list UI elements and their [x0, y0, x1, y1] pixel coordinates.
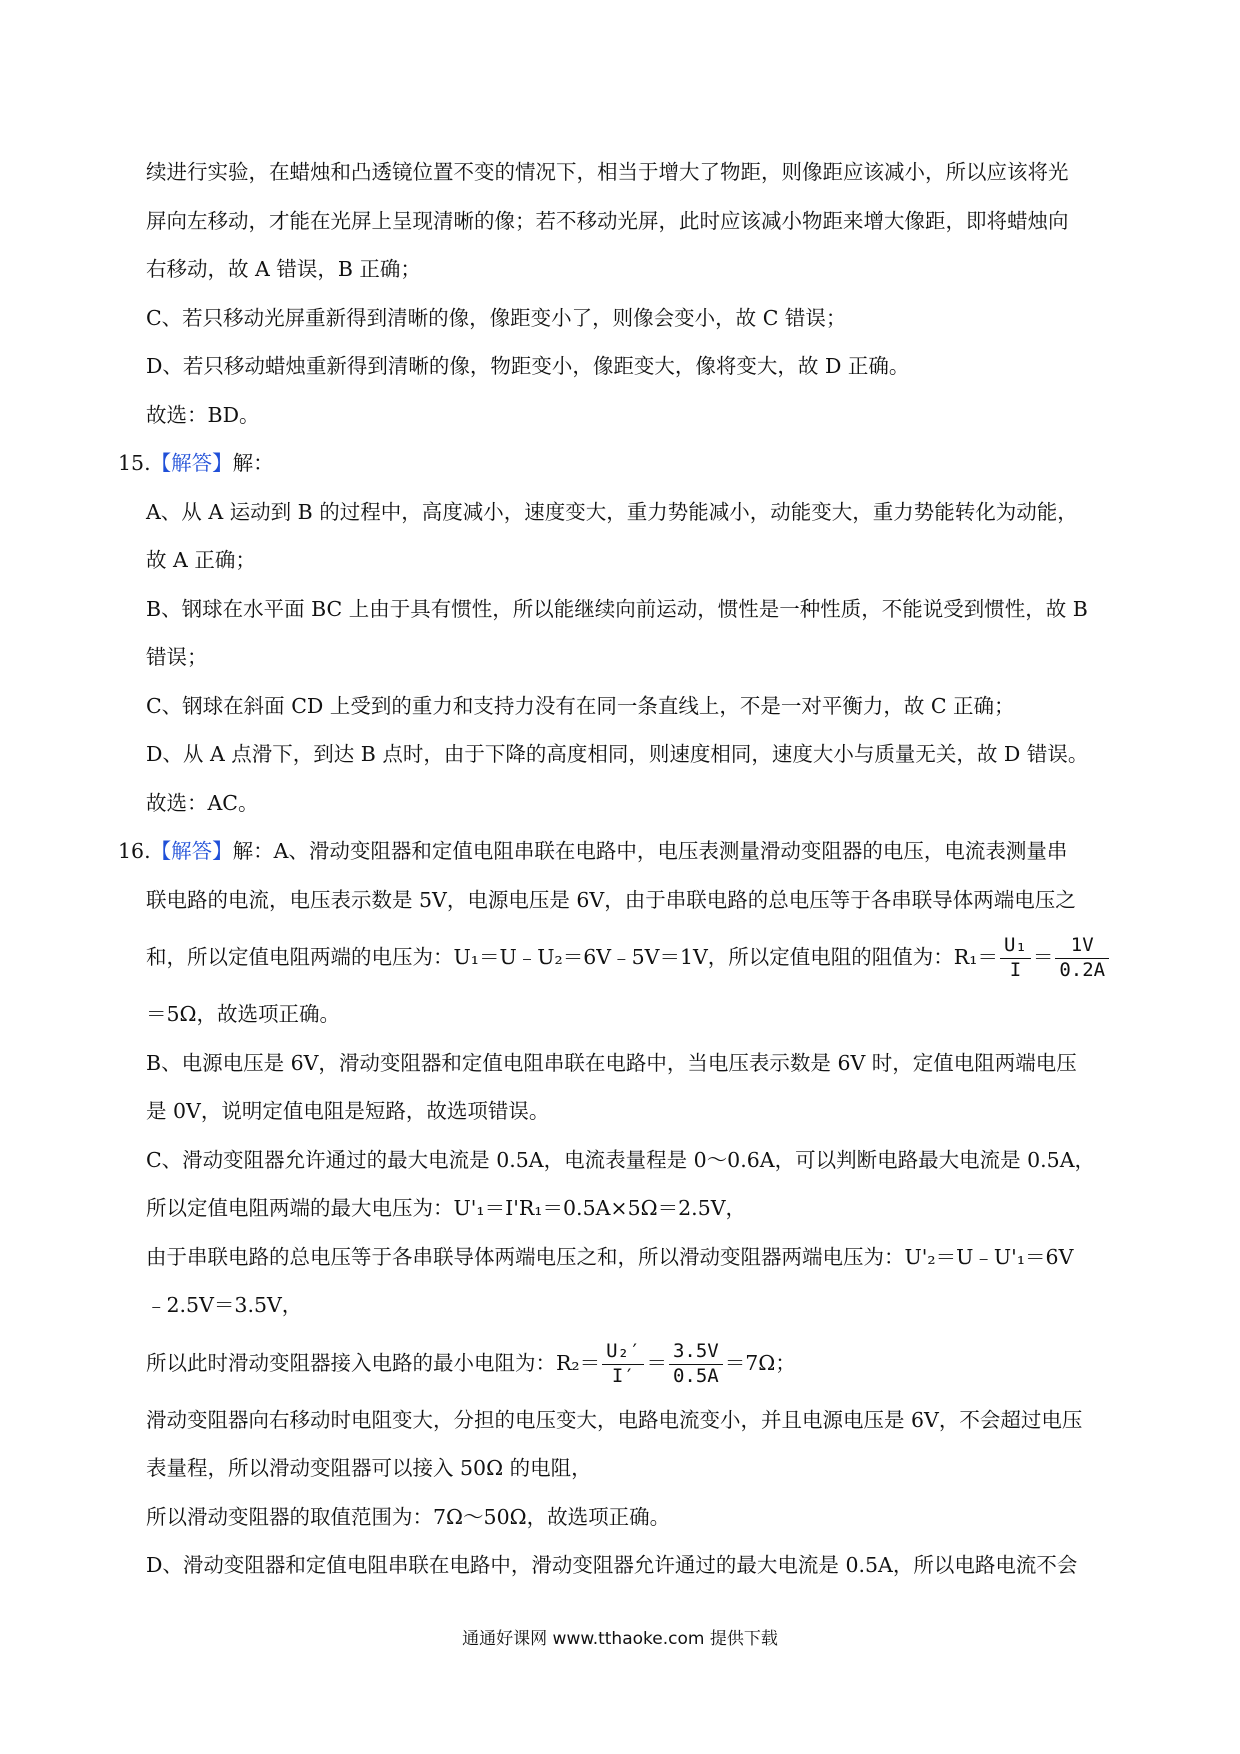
paragraph-line: 由于串联电路的总电压等于各串联导体两端电压之和，所以滑动变阻器两端电压为：U'₂＝U﹣U'₁＝6V [146, 1244, 1074, 1269]
paragraph-line: ﹣2.5V＝3.5V， [146, 1293, 303, 1317]
fraction-denominator: I′ [611, 1364, 635, 1387]
question-15-heading [118, 439, 1130, 488]
paragraph-line: 滑动变阻器向右移动时电阻变大，分担的电压变大，电路电流变小，并且电源电压是 6V，不会超过电压 [146, 1407, 1083, 1432]
question-16-heading [118, 827, 1130, 876]
question-number: 15. [118, 451, 151, 475]
fraction-1v-over-02a [1055, 935, 1109, 982]
fraction-numerator: 1V [1055, 935, 1109, 959]
option-a-line: 解：A、滑动变阻器和定值电阻串联在电路中，电压表测量滑动变阻器的电压，电流表测量串 [232, 839, 1068, 863]
answer-selection: 故选：BD。 [146, 402, 260, 427]
option-c-line: C、钢球在斜面 CD 上受到的重力和支持力没有在同一条直线上，不是一对平衡力，故 C 正确； [146, 693, 1015, 718]
answer-tag: 【解答】 [150, 839, 233, 863]
fraction-denominator: 0.2A [1059, 959, 1106, 981]
fraction-u2-over-i [602, 1341, 644, 1388]
answer-body [118, 148, 1130, 1590]
answer-selection: 故选：AC。 [146, 790, 259, 815]
option-b-line: B、钢球在水平面 BC 上由于具有惯性，所以能继续向前运动，惯性是一种性质，不能说受到惯性，故 B [146, 596, 1088, 621]
option-d-line: D、从 A 点滑下，到达 B 点时，由于下降的高度相同，则速度相同，速度大小与质量无关，故 D 错误。 [146, 742, 1089, 766]
option-b-line: B、电源电压是 6V，滑动变阻器和定值电阻串联在电路中，当电压表示数是 6V 时，定值电阻两端电压 [146, 1050, 1077, 1075]
fraction-numerator: U₁ [1000, 935, 1031, 959]
formula-line [140, 1330, 1130, 1396]
question-number: 16. [118, 839, 151, 863]
option-c-line: C、滑动变阻器允许通过的最大电流是 0.5A，电流表量程是 0～0.6A，可以判断电路最大电流是 0.5A， [146, 1147, 1095, 1172]
paragraph-line: 是 0V，说明定值电阻是短路，故选项错误。 [146, 1099, 550, 1123]
paragraph-line: ＝5Ω，故选项正确。 [146, 1002, 341, 1026]
page-footer: 通通好课网 www.tthaoke.com 提供下载 [462, 1629, 778, 1649]
paragraph-line: 错误； [146, 645, 208, 669]
fraction-numerator: 3.5V [669, 1341, 723, 1365]
solution-label: 解： [232, 451, 274, 475]
paragraph-line: 屏向左移动，才能在光屏上呈现清晰的像；若不移动光屏，此时应该减小物距来增大像距，即将蜡烛向 [146, 208, 1069, 233]
paragraph-line: 表量程，所以滑动变阻器可以接入 50Ω 的电阻， [146, 1456, 592, 1480]
fraction-u1-over-i [1000, 935, 1031, 982]
fraction-numerator: U₂′ [602, 1341, 644, 1365]
option-d-line: D、若只移动蜡烛重新得到清晰的像，物距变小，像距变大，像将变大，故 D 正确。 [146, 354, 910, 378]
fraction-35v-over-05a [669, 1341, 723, 1388]
answer-tag: 【解答】 [150, 451, 233, 475]
option-a-line: A、从 A 运动到 B 的过程中，高度减小，速度变大，重力势能减小，动能变大，重力势能转化为动能， [146, 499, 1078, 524]
formula-text: 和，所以定值电阻两端的电压为：U₁＝U﹣U₂＝6V﹣5V＝1V，所以定值电阻的阻值为：R₁＝ [146, 945, 998, 969]
formula-text: 所以此时滑动变阻器接入电路的最小电阻为：R₂＝ [146, 1350, 601, 1375]
equals-sign: ＝ [646, 1350, 667, 1375]
paragraph-line: 续进行实验，在蜡烛和凸透镜位置不变的情况下，相当于增大了物距，则像距应该减小，所以应该将光 [146, 160, 1069, 184]
equals-sign: ＝ [1032, 945, 1054, 969]
formula-line [140, 924, 1130, 990]
paragraph-line: 右移动，故 A 错误，B 正确； [146, 257, 421, 281]
paragraph-line: 所以定值电阻两端的最大电压为：U'₁＝I'R₁＝0.5A×5Ω＝2.5V， [146, 1196, 747, 1220]
fraction-denominator: 0.5A [672, 1364, 719, 1387]
paragraph-line: 联电路的电流，电压表示数是 5V，电源电压是 6V，由于串联电路的总电压等于各串联导体两端电压之 [146, 887, 1076, 912]
option-c-line: C、若只移动光屏重新得到清晰的像，像距变小了，则像会变小，故 C 错误； [146, 305, 847, 330]
fraction-denominator: I [1009, 959, 1022, 981]
formula-result: ＝7Ω； [724, 1350, 796, 1375]
paragraph-line: 所以滑动变阻器的取值范围为：7Ω～50Ω，故选项正确。 [146, 1504, 671, 1529]
option-d-line: D、滑动变阻器和定值电阻串联在电路中，滑动变阻器允许通过的最大电流是 0.5A，所以电路电流不会 [146, 1553, 1078, 1577]
paragraph-line: 故 A 正确； [146, 548, 256, 572]
